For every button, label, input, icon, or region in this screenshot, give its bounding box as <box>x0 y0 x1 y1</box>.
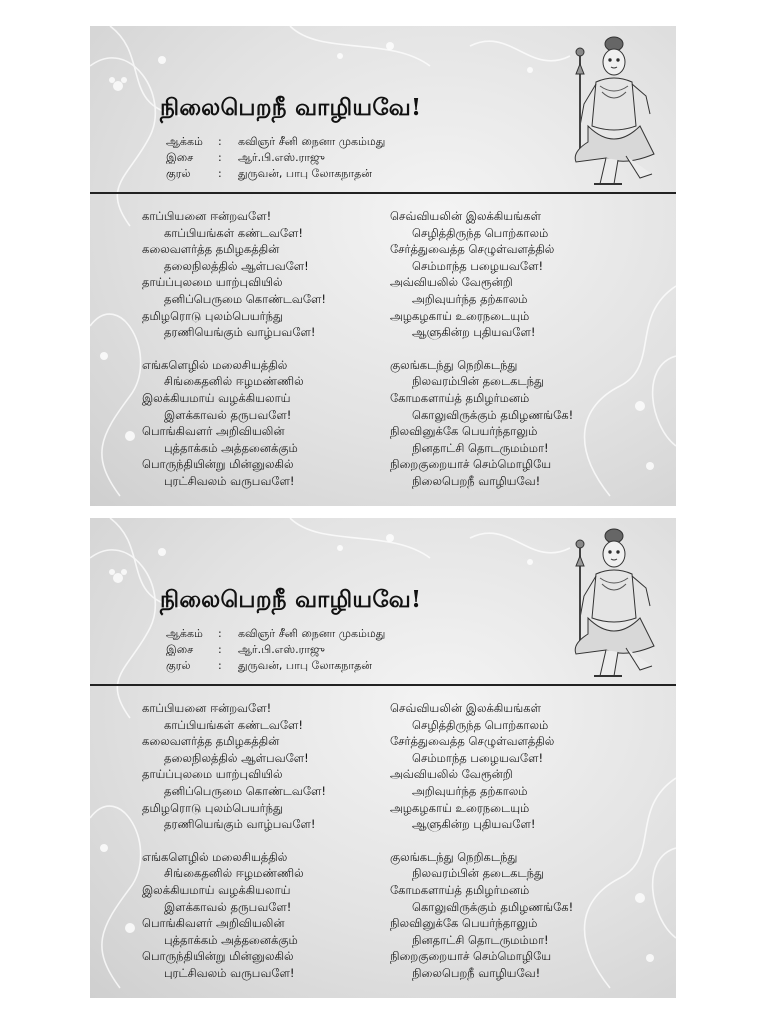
stanza <box>142 357 326 490</box>
credit-row <box>166 658 385 674</box>
credit-label: குரல் <box>166 659 191 672</box>
lyric-line: நிலைபெறநீ வாழியவே! <box>412 965 541 980</box>
lyric-line: தனிப்பெருமை கொண்டவளே! <box>164 783 327 798</box>
lyric-line: இளக்காவல் தருபவளே! <box>164 899 292 914</box>
lyric-line: சேர்த்துவைத்த செழுள்வளத்தில் <box>390 734 555 749</box>
credit-sep: : <box>218 627 222 640</box>
lyric-line: புரட்சிவலம் வருபவளே! <box>164 965 295 980</box>
lyrics-column-left <box>142 700 326 998</box>
lyric-line: ஆளுகின்ற புதியவளே! <box>412 325 536 340</box>
lyric-line: அறிவுயர்ந்த தற்காலம் <box>412 291 528 306</box>
lyric-line: தாய்ப்புலமை யாற்புவியில் <box>142 275 283 290</box>
credit-sep: : <box>218 659 222 672</box>
lyric-line: ஆளுகின்ற புதியவளே! <box>412 817 536 832</box>
lyric-line: புரட்சிவலம் வருபவளே! <box>164 473 295 488</box>
lyric-line: நிலவரம்பின் தடைகடந்து <box>412 374 544 389</box>
lyric-line: கொலுவிருக்கும் தமிழணங்கே! <box>412 899 574 914</box>
lyric-line: தமிழரொடு புலம்பெயர்ந்து <box>142 800 283 815</box>
credit-row <box>166 150 385 166</box>
lyric-line: காப்பியங்கள் கண்டவளே! <box>164 225 304 240</box>
stanza <box>142 849 326 982</box>
credit-value: கவிஞர் சீனி நைனா முகம்மது <box>238 135 386 148</box>
lyric-line: எங்களெழில் மலைசியத்தில் <box>142 357 288 372</box>
lyric-line: சேர்த்துவைத்த செழுள்வளத்தில் <box>390 242 555 257</box>
lyric-line: இளக்காவல் தருபவளே! <box>164 407 292 422</box>
lyric-line: அறிவுயர்ந்த தற்காலம் <box>412 783 528 798</box>
lyric-line: அவ்வியலில் வேரூன்றி <box>390 275 513 290</box>
credit-label: இசை <box>166 643 194 656</box>
lyric-line: தனிப்பெருமை கொண்டவளே! <box>164 291 327 306</box>
lyric-line: தரணியெங்கும் வாழ்பவளே! <box>164 325 316 340</box>
lyric-line: செவ்வியலின் இலக்கியங்கள் <box>390 209 541 223</box>
credit-row <box>166 626 385 642</box>
stanza <box>142 700 326 833</box>
lyric-line: காப்பியங்கள் கண்டவளே! <box>164 717 304 732</box>
lyrics-column-right <box>390 700 573 998</box>
lyric-line: தரணியெங்கும் வாழ்பவளே! <box>164 817 316 832</box>
credit-row <box>166 642 385 658</box>
lyric-line: தலைநிலத்தில் ஆள்பவளே! <box>164 750 309 765</box>
lyric-line: செழித்திருந்த பொற்காலம் <box>412 717 549 732</box>
lyric-line: செவ்வியலின் இலக்கியங்கள் <box>390 701 541 715</box>
lyric-line: நிலவினுக்கே பெயர்ந்தாலும் <box>390 424 538 439</box>
stanza <box>390 700 573 833</box>
lyric-line: செழித்திருந்த பொற்காலம் <box>412 225 549 240</box>
stanza <box>390 849 573 982</box>
lyric-line: தமிழரொடு புலம்பெயர்ந்து <box>142 308 283 323</box>
stanza <box>142 208 326 341</box>
credit-label: இசை <box>166 151 194 164</box>
lyric-line: கொலுவிருக்கும் தமிழணங்கே! <box>412 407 574 422</box>
lyric-line: குலங்கடந்து நெறிகடந்து <box>390 357 518 372</box>
lyrics-column-right <box>390 208 573 506</box>
credit-row <box>166 166 385 182</box>
lyric-line: தாய்ப்புலமை யாற்புவியில் <box>142 767 283 782</box>
credit-value: துருவன், பாபு லோகநாதன் <box>238 659 372 672</box>
credit-sep: : <box>218 135 222 148</box>
lyric-line: சிங்கைதனில் ஈழமண்ணில் <box>164 374 304 389</box>
credits-block <box>166 626 385 674</box>
lyric-line: பொங்கிவளர் அறிவியலின் <box>142 916 285 931</box>
card-header <box>90 26 676 194</box>
lyric-line: கலைவளர்த்த தமிழகத்தின் <box>142 242 280 257</box>
lyric-line: குலங்கடந்து நெறிகடந்து <box>390 849 518 864</box>
seated-deity-illustration-icon <box>566 34 662 194</box>
credit-sep: : <box>218 167 222 180</box>
lyric-line: கோமகளாய்த் தமிழர்மனம் <box>390 882 530 897</box>
header-divider <box>90 684 676 686</box>
lyric-line: காப்பியனை ஈன்றவளே! <box>142 209 272 223</box>
lyric-line: கலைவளர்த்த தமிழகத்தின் <box>142 734 280 749</box>
lyrics-column-left <box>142 208 326 506</box>
header-divider <box>90 192 676 194</box>
lyric-line: எங்களெழில் மலைசியத்தில் <box>142 849 288 864</box>
lyric-line: நிலைபெறநீ வாழியவே! <box>412 473 541 488</box>
song-title: நிலைபெறநீ வாழியவே! <box>160 586 422 613</box>
lyric-line: அழகழகாய் உரைநடையும் <box>390 800 530 815</box>
credit-value: கவிஞர் சீனி நைனா முகம்மது <box>238 627 386 640</box>
lyric-line: இலக்கியமாய் வழக்கியலாய் <box>142 390 291 405</box>
credit-label: ஆக்கம் <box>166 627 203 640</box>
credit-value: துருவன், பாபு லோகநாதன் <box>238 167 372 180</box>
lyric-line: காப்பியனை ஈன்றவளே! <box>142 701 272 715</box>
card-header <box>90 518 676 686</box>
lyric-line: இலக்கியமாய் வழக்கியலாய் <box>142 882 291 897</box>
stanza <box>390 208 573 341</box>
stanza <box>390 357 573 490</box>
lyric-line: சிங்கைதனில் ஈழமண்ணில் <box>164 866 304 881</box>
lyric-line: செம்மாந்த பழையவளே! <box>412 750 544 765</box>
lyric-card-1 <box>90 26 676 506</box>
lyric-line: புத்தாக்கம் அத்தனைக்கும் <box>164 440 298 455</box>
lyric-line: செம்மாந்த பழையவளே! <box>412 258 544 273</box>
credits-block <box>166 134 385 182</box>
credit-sep: : <box>218 643 222 656</box>
lyric-line: அவ்வியலில் வேரூன்றி <box>390 767 513 782</box>
lyric-line: நினதாட்சி தொடருமம்மா! <box>412 932 549 947</box>
lyric-line: அழகழகாய் உரைநடையும் <box>390 308 530 323</box>
lyric-line: நினதாட்சி தொடருமம்மா! <box>412 440 549 455</box>
song-title: நிலைபெறநீ வாழியவே! <box>160 94 422 121</box>
seated-deity-illustration-icon <box>566 526 662 686</box>
credit-value: ஆர்.பி.எஸ்.ராஜு <box>238 151 325 164</box>
credit-row <box>166 134 385 150</box>
lyric-line: கோமகளாய்த் தமிழர்மனம் <box>390 390 530 405</box>
credit-label: ஆக்கம் <box>166 135 203 148</box>
lyric-line: பொருந்தியின்று மின்னுலகில் <box>142 949 294 964</box>
credit-value: ஆர்.பி.எஸ்.ராஜு <box>238 643 325 656</box>
lyric-line: தலைநிலத்தில் ஆள்பவளே! <box>164 258 309 273</box>
lyric-card-2 <box>90 518 676 998</box>
lyric-line: நிறைகுறையாச் செம்மொழியே <box>390 949 552 964</box>
lyric-line: நிலவரம்பின் தடைகடந்து <box>412 866 544 881</box>
lyric-line: புத்தாக்கம் அத்தனைக்கும் <box>164 932 298 947</box>
lyric-line: பொருந்தியின்று மின்னுலகில் <box>142 457 294 472</box>
lyric-line: பொங்கிவளர் அறிவியலின் <box>142 424 285 439</box>
credit-sep: : <box>218 151 222 164</box>
credit-label: குரல் <box>166 167 191 180</box>
lyric-line: நிலவினுக்கே பெயர்ந்தாலும் <box>390 916 538 931</box>
lyric-line: நிறைகுறையாச் செம்மொழியே <box>390 457 552 472</box>
